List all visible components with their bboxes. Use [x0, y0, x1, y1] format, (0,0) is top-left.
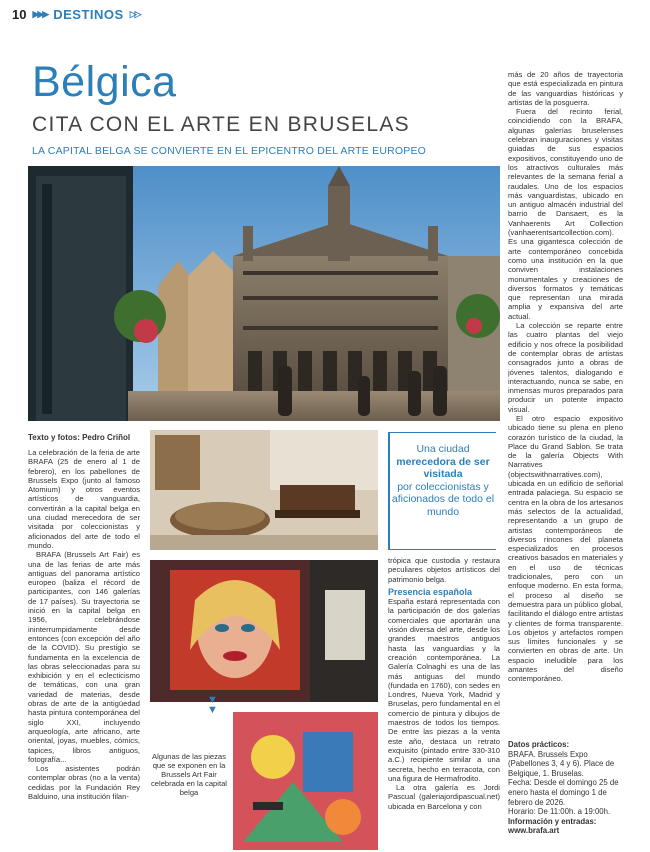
text-column-1	[28, 448, 140, 848]
paragraph: Los asistentes podrán contemplar obras (no a la venta) cedidas por la Fundación Rey Balduino, una institución filan-	[28, 764, 140, 801]
paragraph: más de 20 años de trayectoria que está especializada en pintura de las vanguardias históricas y artistas de la posguerra.	[508, 70, 623, 107]
text-column-2	[388, 556, 500, 850]
practical-line: BRAFA. Brussels Expo (Pabellones 3, 4 y 6). Place de Belgique, 1. Bruselas.	[508, 749, 615, 778]
quote-bold: merecedora de ser visitada	[396, 455, 490, 480]
paragraph: Fuera del recinto ferial, coincidiendo con la BRAFA, algunas galerías bruselenses celebran inauguraciones y visitas guiadas de sus espacios expositivos, constituyendo uno de los atractivos culturales más relevantes de la semana ferial a raudales. Uno de los espacios más vanguardistas, ubicado en un antiguo almacén industrial del barrio de Dansaert, es la Vanhaerents Art Collection (vanhaerentsartcollection.com). Es una gigantesca colección de arte contemporáneo concebida como una institución en la que conviven instalaciones monumentales y creaciones de diversos formatos y temáticas que representan una mirada amplia y expansiva del arte actual.	[508, 107, 623, 321]
paragraph: La celebración de la feria de arte BRAFA (25 de enero al 1 de febrero), en los pabellones de Brussels Expo (junto al famoso Atomium) y otros eventos artísticos de vanguardia, convertirán a la capital belga en una ciudad merecedora de ser visitada por coleccionistas y aficionados del arte de todo el mundo.	[28, 448, 140, 550]
quote-line: Una ciudad	[416, 443, 470, 455]
portrait-illustration	[150, 560, 378, 702]
section-label: DESTINOS	[53, 6, 124, 22]
article-subtitle: CITA CON EL ARTE EN BRUSELAS	[32, 113, 410, 136]
arrow-down-icon: ▼ ▼	[207, 694, 218, 716]
paragraph: El otro espacio expositivo ubicado tiene su plena en pleno corazón turístico de la ciudad, la Place du Grand Sablon. Se trata de la galería Objects With Narratives (objectswithnarratives.com), ubicada en un edificio de señorial entrada palaciega. Su espacio se centra en la obra de los artesanos más selectos de la actualidad, representando a un grupo de artistas contemporáneos de diversos rincones del planeta especializados en procesos creativos basados en materiales y en el uso de técnicas tradicionales, pero con un enfoque moderno. En esta forma, el proceso al diseño se demuestra para un público global, facilitando el diálogo entre artistas y clientes de forma transparente. Los objetos y artefactos rompen sus límites funcionales y se convierten en obras de arte. Un espacio ineludible para los amantes del diseño contemporáneo.	[508, 413, 623, 684]
photo-colorful-artwork	[233, 712, 378, 850]
quote-line: por coleccionistas y aficionados de todo el mundo	[391, 480, 495, 518]
page-number: 10	[12, 6, 27, 22]
paragraph: trópica que custodia y restaura peculiares objetos artísticos del patrimonio belga.	[388, 556, 500, 584]
paragraph: La otra galería es Jordi Pascual (galeriajordipascual.net) ubicada en Barcelona y con	[388, 783, 500, 811]
practical-line: Horario: De 11:00h. a 19:00h.	[508, 807, 611, 817]
article-lead: LA CAPITAL BELGA SE CONVIERTE EN EL EPICENTRO DEL ARTE EUROPEO	[32, 145, 427, 157]
paragraph: España estará representada con la participación de dos galerías comerciales que aportarán una visión diversa del arte, desde los grandes maestros antiguos hasta las vanguardias y la creación contemporánea. La Galería Colnaghi es una de las más antiguas del mundo (fundada en 1760), con sedes en Londres, Nueva York, Madrid y Bruselas, pero fundamental en el comercio de pintura y dibujos de maestros de todos los tiempos. De entre las piezas a la venta este año, destaca un retrato exquisito (pintado entre 330-310 a.C.) recipiente similar a una secreta, hecho en terracota, con una figura de Hermafrodito.	[388, 597, 500, 783]
practical-heading: Datos prácticos:	[508, 740, 570, 749]
pull-quote	[388, 432, 496, 550]
chevron-right-icon: ▶▶▶	[32, 8, 48, 19]
photo-pop-art-portrait	[150, 560, 378, 702]
paragraph: BRAFA (Brussels Art Fair) es una de las ferias de arte más antiguas del panorama artístico europeo (baliza el récord de participantes, con 146 galerías de 17 países). Su trayectoria se inició en la capital belga en 1956, celebrándose ininterrumpidamente desde entonces (con excepción del año de la COVID). Su prestigio se fundamenta en la excelencia de las obras seleccionadas para su exhibición y en el eclecticismo de temáticas, con una gran variedad de materias, desde obras de arte de la antigüedad hasta pintura contemporánea del siglo XXI, incluyendo arqueología, arte africano, arte oriental, joyas, muebles, cómics, tapices, libros antiguos, fotografía...	[28, 550, 140, 764]
artwork-illustration	[233, 712, 378, 850]
text-column-3	[508, 70, 623, 732]
photo-caption: Algunas de las piezas que se exponen en la Brussels Art Fair celebrada en la capital belga	[151, 752, 227, 797]
furniture-illustration	[150, 430, 378, 550]
chevron-right-icon: ▷▷	[129, 8, 140, 19]
practical-info	[508, 740, 623, 836]
page-header	[12, 6, 140, 22]
hero-photo-grand-place	[28, 166, 500, 421]
photo-credit: Texto y fotos: Pedro Criñol	[28, 433, 131, 442]
article-title: Bélgica	[32, 58, 177, 106]
paragraph: La colección se reparte entre las cuatro plantas del viejo edificio y nos ofrece la posibilidad de contemplar obras de artistas consagrados junto a obras de jóvenes talentos, dialogando e interactuando, nunca se sabe, en inmensas muros preparados para producir un potente impacto visual.	[508, 321, 623, 414]
grand-place-illustration	[28, 166, 500, 421]
practical-line: Fecha: Desde el domingo 25 de enero hasta el domingo 1 de febrero de 2026.	[508, 778, 619, 807]
subheading: Presencia española	[388, 586, 473, 597]
photo-furniture-exhibit	[150, 430, 378, 550]
practical-more: Información y entradas:	[508, 816, 597, 826]
practical-url[interactable]: www.brafa.art	[508, 826, 560, 836]
